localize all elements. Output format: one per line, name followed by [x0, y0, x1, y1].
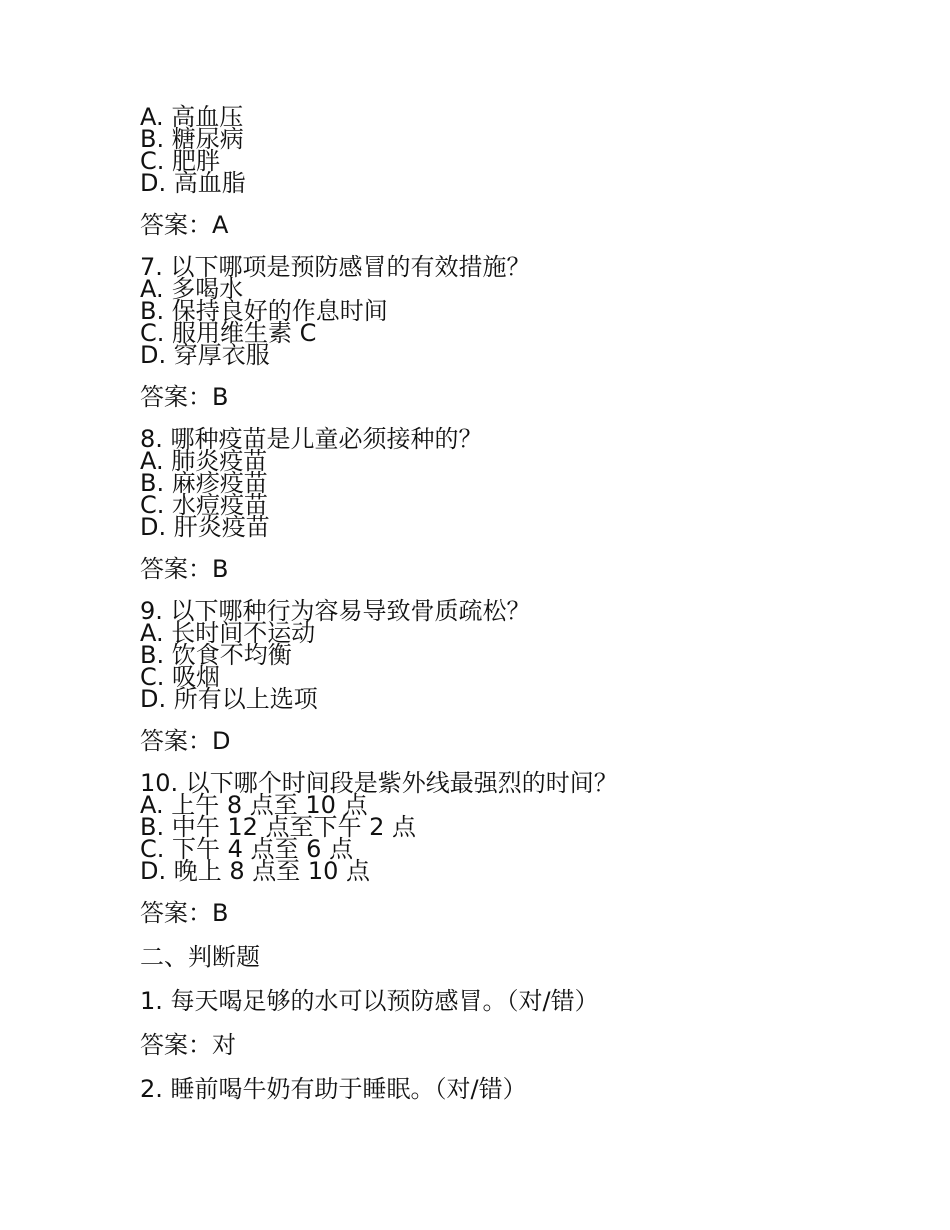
option-a: A. 肺炎疫苗	[140, 447, 268, 475]
question-8-text: 8. 哪种疫苗是儿童必须接种的？	[140, 425, 483, 453]
option-c: C. 肥胖	[140, 147, 221, 175]
true-false-answer-1: 答案：对	[140, 1031, 236, 1059]
true-false-question-2: 2. 睡前喝牛奶有助于睡眠。（对/错）	[140, 1075, 527, 1103]
true-false-question-1: 1. 每天喝足够的水可以预防感冒。（对/错）	[140, 987, 599, 1015]
question-10-text: 10. 以下哪个时间段是紫外线最强烈的时间？	[140, 769, 618, 797]
question-7	[140, 253, 860, 369]
question-7-text: 7. 以下哪项是预防感冒的有效措施？	[140, 253, 531, 281]
option-a: A. 高血压	[140, 103, 244, 131]
question-7-answer: 答案：B	[140, 383, 229, 411]
option-d: D. 高血脂	[140, 169, 246, 197]
question-10-answer: 答案：B	[140, 899, 229, 927]
option-d: D. 肝炎疫苗	[140, 513, 270, 541]
option-a: A. 长时间不运动	[140, 619, 316, 647]
option-a: A. 多喝水	[140, 275, 244, 303]
question-9	[140, 597, 860, 713]
option-c: C. 水痘疫苗	[140, 491, 269, 519]
option-c: C. 吸烟	[140, 663, 221, 691]
question-6-answer: 答案：A	[140, 211, 229, 239]
question-10	[140, 769, 860, 885]
question-6-options	[140, 103, 860, 197]
option-b: B. 饮食不均衡	[140, 641, 292, 669]
document-page	[140, 103, 860, 1120]
option-b: B. 糖尿病	[140, 125, 244, 153]
option-c: C. 下午 4 点至 6 点	[140, 835, 354, 863]
question-9-answer: 答案：D	[140, 727, 231, 755]
option-d: D. 穿厚衣服	[140, 341, 270, 369]
option-b: B. 麻疹疫苗	[140, 469, 268, 497]
option-b: B. 中午 12 点至下午 2 点	[140, 813, 417, 841]
option-d: D. 所有以上选项	[140, 685, 318, 713]
question-8	[140, 425, 860, 541]
section-heading: 二、判断题	[140, 943, 260, 971]
option-d: D. 晚上 8 点至 10 点	[140, 857, 371, 885]
question-9-text: 9. 以下哪种行为容易导致骨质疏松？	[140, 597, 531, 625]
option-b: B. 保持良好的作息时间	[140, 297, 388, 325]
option-c: C. 服用维生素 C	[140, 319, 317, 347]
option-a: A. 上午 8 点至 10 点	[140, 791, 368, 819]
question-8-answer: 答案：B	[140, 555, 229, 583]
